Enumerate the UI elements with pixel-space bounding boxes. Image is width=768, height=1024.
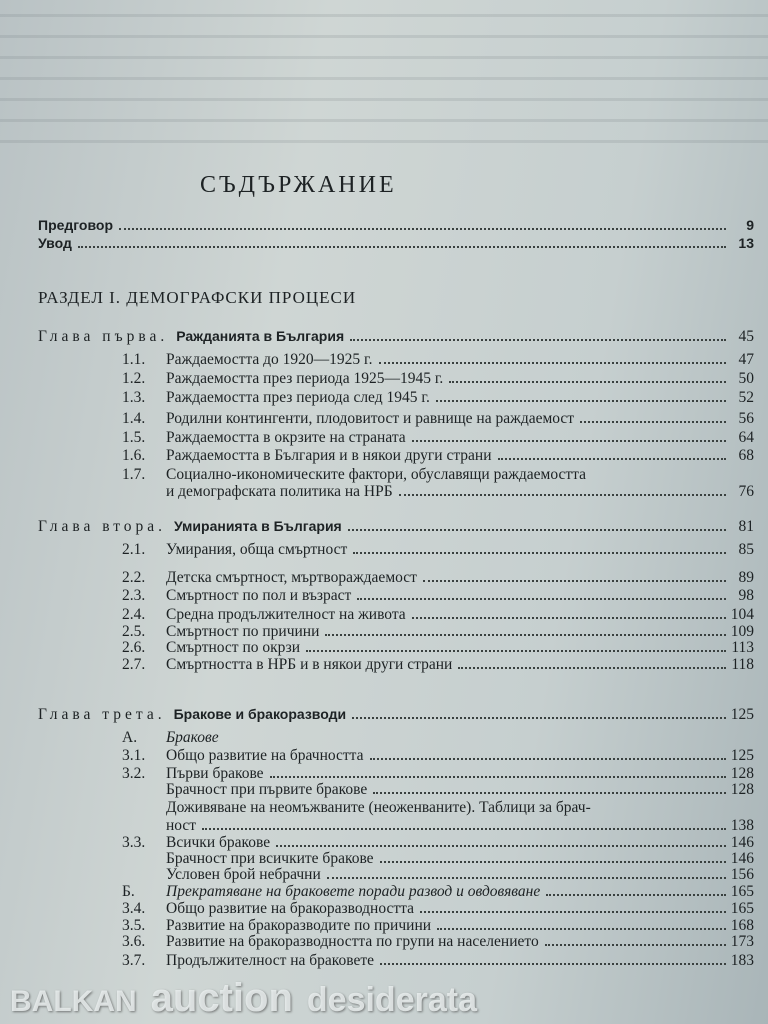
- page-number: 85: [738, 541, 754, 558]
- chapter-title: Умиранията в България: [174, 518, 342, 534]
- dot-leader: [412, 617, 726, 619]
- toc-entry: [122, 390, 754, 406]
- entry-number: 2.1.: [122, 541, 146, 558]
- entry-title: Средна продължителност на живота: [166, 606, 406, 623]
- toc-entry: [122, 918, 754, 934]
- chapter-row: [38, 518, 754, 535]
- chapter-title: Бракове и бракоразводи: [173, 706, 347, 722]
- page-number: 89: [738, 569, 754, 586]
- page-number: 165: [730, 883, 754, 900]
- dot-leader: [545, 944, 726, 946]
- dot-leader: [498, 458, 726, 460]
- toc-entry: [122, 371, 754, 387]
- dot-leader: [78, 246, 726, 248]
- chapter-prefix: Глава първа.: [38, 328, 169, 345]
- toc-entry: [122, 588, 754, 604]
- chapter-row: [38, 328, 754, 345]
- dot-leader: [352, 717, 726, 719]
- page-number: 125: [730, 706, 754, 723]
- toc-entry: [122, 730, 754, 746]
- toc-entry: [122, 640, 754, 656]
- entry-number: А.: [122, 729, 138, 746]
- page-number: 165: [730, 900, 754, 917]
- entry-title: Социално-икономическите фактори, обуславящи раждаемостта: [166, 466, 586, 483]
- entry-title: ност: [166, 817, 197, 834]
- dot-leader: [458, 667, 726, 669]
- entry-number: Б.: [122, 883, 135, 900]
- page-number: 104: [730, 606, 754, 623]
- entry-title: Условен брой небрачни: [166, 866, 321, 883]
- toc-entry: [122, 766, 754, 782]
- page-number: 146: [730, 834, 754, 851]
- watermark-line2: auction: [150, 976, 293, 1020]
- watermark: [10, 976, 477, 1024]
- entry-title: и демографската политика на НРБ: [166, 483, 393, 500]
- toc-entry: [122, 782, 754, 798]
- dot-leader: [350, 339, 726, 341]
- entry-title: Смъртност по пол и възраст: [166, 587, 352, 604]
- page-number: 76: [738, 483, 754, 500]
- dot-leader: [202, 828, 726, 830]
- entry-number: 2.4.: [122, 606, 146, 623]
- page-number: 81: [738, 518, 754, 535]
- toc-row: [38, 235, 754, 252]
- entry-number: 2.5.: [122, 623, 146, 640]
- entry-title: Смъртност по окрзи: [166, 639, 300, 656]
- entry-title: Умирания, обща смъртност: [166, 541, 348, 558]
- toc-entry: [122, 607, 754, 623]
- page-number: 68: [738, 447, 754, 464]
- entry-title: Доживяване на неомъжваните (неоженваните). Таблици за брач-: [166, 799, 591, 816]
- page-number: 113: [731, 639, 754, 656]
- dot-leader: [373, 792, 726, 794]
- toc-entry: [122, 467, 754, 483]
- entry-number: 1.6.: [122, 447, 146, 464]
- page-number: 183: [730, 952, 754, 969]
- toc-row: [38, 217, 754, 234]
- dot-leader: [449, 381, 726, 383]
- entry-title: Брачност при първите бракове: [166, 781, 368, 798]
- dot-leader: [370, 758, 727, 760]
- entry-title: Продължителност на браковете: [166, 952, 375, 969]
- toc-entry: [122, 800, 754, 816]
- entry-number: 3.5.: [122, 917, 146, 934]
- dot-leader: [327, 877, 726, 879]
- entry-title: Общо развитие на брачността: [166, 747, 364, 764]
- page-number: 9: [746, 217, 754, 233]
- dot-leader: [270, 776, 726, 778]
- chapter-title: Ражданията в България: [176, 328, 345, 344]
- entry-title: Детска смъртност, мъртвораждаемост: [166, 569, 417, 586]
- toc-entry: [122, 484, 754, 500]
- entry-title: Раждаемостта през периода 1925—1945 г.: [166, 370, 444, 387]
- page-number: 146: [730, 850, 754, 867]
- toc-entry: [122, 867, 754, 883]
- entry-title: Развитие на бракоразводността по групи на населението: [166, 933, 539, 950]
- entry-title: Раждаемостта през периода след 1945 г.: [166, 389, 430, 406]
- chapter-row: [38, 706, 754, 723]
- entry-number: 3.7.: [122, 952, 146, 969]
- toc-entry: [122, 657, 754, 673]
- dot-leader: [546, 894, 726, 896]
- entry-number: 1.1.: [122, 351, 146, 368]
- toc-entry: [122, 818, 754, 834]
- entry-title: Смъртността в НРБ и в някои други страни: [166, 656, 453, 673]
- chapter-prefix: Глава втора.: [38, 518, 167, 535]
- page-number: 125: [730, 747, 754, 764]
- toc-entry: [122, 934, 754, 950]
- entry-number: 3.3.: [122, 834, 146, 851]
- page-title: СЪДЪРЖАНИЕ: [200, 172, 397, 198]
- entry-number: 3.2.: [122, 765, 146, 782]
- dot-leader: [580, 421, 726, 423]
- entry-number: 1.2.: [122, 370, 146, 387]
- dot-leader: [436, 400, 726, 402]
- entry-number: 1.5.: [122, 429, 146, 446]
- toc-entry: [122, 748, 754, 764]
- toc-entry: [122, 835, 754, 851]
- entry-number: 2.7.: [122, 656, 146, 673]
- entry-title: Родилни контингенти, плодовитост и равнище на раждаемост: [166, 410, 575, 427]
- page-number: 156: [730, 866, 754, 883]
- bleed-through-text: [0, 0, 768, 160]
- dot-leader: [353, 552, 726, 554]
- toc-entry: [122, 430, 754, 446]
- entry-title: Всички бракове: [166, 834, 271, 851]
- section-heading: РАЗДЕЛ I. ДЕМОГРАФСКИ ПРОЦЕСИ: [38, 288, 357, 307]
- page-number: 52: [738, 389, 754, 406]
- entry-title: Общо развитие на бракоразводността: [166, 900, 414, 917]
- entry-title: Бракове: [166, 729, 219, 746]
- entry-number: 2.6.: [122, 639, 146, 656]
- dot-leader: [380, 861, 726, 863]
- dot-leader: [420, 911, 726, 913]
- dot-leader: [379, 362, 726, 364]
- entry-number: 3.1.: [122, 747, 146, 764]
- entry-number: 1.3.: [122, 389, 146, 406]
- chapter-prefix: Глава трета.: [38, 706, 166, 723]
- dot-leader: [119, 228, 726, 230]
- entry-title: Развитие на бракоразводите по причини: [166, 917, 432, 934]
- entry-title: Първи бракове: [166, 765, 264, 782]
- entry-number: 1.7.: [122, 466, 146, 483]
- entry-title: Прекратяване на браковете поради развод и овдовяване: [166, 883, 541, 900]
- entry-title: Брачност при всичките бракове: [166, 850, 374, 867]
- page-number: 109: [730, 623, 754, 640]
- front-label: Предговор: [38, 217, 114, 233]
- entry-number: 3.4.: [122, 900, 146, 917]
- dot-leader: [306, 650, 726, 652]
- page-number: 56: [738, 410, 754, 427]
- toc-entry: [122, 624, 754, 640]
- dot-leader: [357, 598, 726, 600]
- page-number: 47: [738, 351, 754, 368]
- page-number: 168: [730, 917, 754, 934]
- toc-entry: [122, 901, 754, 917]
- toc-entry: [122, 352, 754, 368]
- entry-title: Раждаемостта в окрзите на страната: [166, 429, 406, 446]
- toc-entry: [122, 851, 754, 867]
- dot-leader: [380, 963, 726, 965]
- dot-leader: [437, 928, 726, 930]
- toc-entry: [122, 953, 754, 969]
- entry-number: 2.3.: [122, 587, 146, 604]
- toc-entry: [122, 411, 754, 427]
- entry-title: Раждаемостта в България и в някои други страни: [166, 447, 492, 464]
- page-number: 45: [738, 328, 754, 345]
- page-number: 118: [731, 656, 754, 673]
- toc-entry: [122, 448, 754, 464]
- watermark-line3: desiderata: [306, 981, 477, 1019]
- dot-leader: [423, 580, 726, 582]
- front-label: Увод: [38, 235, 72, 251]
- toc-entry: [122, 542, 754, 558]
- dot-leader: [399, 494, 726, 496]
- dot-leader: [412, 440, 726, 442]
- entry-title: Раждаемостта до 1920—1925 г.: [166, 351, 373, 368]
- page-number: 50: [738, 370, 754, 387]
- entry-number: 2.2.: [122, 569, 146, 586]
- page-number: 138: [730, 817, 754, 834]
- dot-leader: [348, 529, 726, 531]
- page-number: 128: [730, 765, 754, 782]
- page-number: 64: [738, 429, 754, 446]
- dot-leader: [276, 845, 726, 847]
- entry-number: 3.6.: [122, 933, 146, 950]
- page-number: 98: [738, 587, 754, 604]
- toc-entry: [122, 884, 754, 900]
- entry-title: Смъртност по причини: [166, 623, 320, 640]
- toc-entry: [122, 570, 754, 586]
- page-number: 13: [738, 235, 754, 251]
- watermark-line1: BALKAN: [10, 985, 137, 1018]
- entry-number: 1.4.: [122, 410, 146, 427]
- page-number: 128: [730, 781, 754, 798]
- page-number: 173: [730, 933, 754, 950]
- dot-leader: [325, 634, 726, 636]
